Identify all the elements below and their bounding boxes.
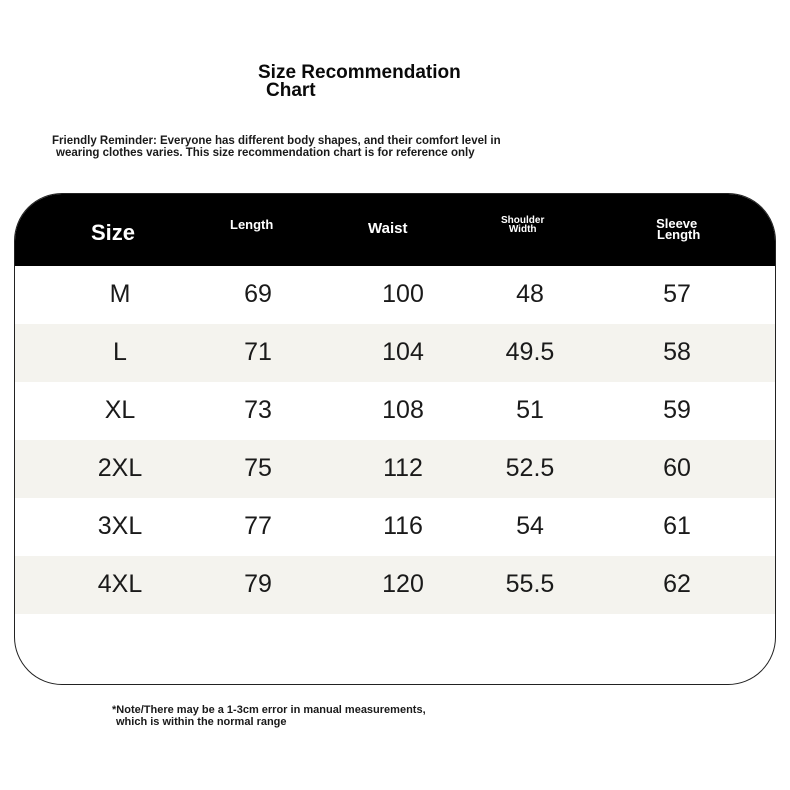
cell-shoulder: 55.5 <box>505 570 555 598</box>
cell-sleeve: 61 <box>663 512 691 540</box>
table-row <box>15 266 775 324</box>
cell-sleeve: 57 <box>663 280 691 308</box>
cell-shoulder: 54 <box>516 512 544 540</box>
cell-sleeve: 60 <box>663 454 691 482</box>
table-row <box>15 498 775 556</box>
cell-sleeve: 62 <box>663 570 691 598</box>
cell-size: M <box>109 280 131 308</box>
cell-size: XL <box>104 396 136 424</box>
note-line-2: which is within the normal range <box>116 716 287 728</box>
cell-waist: 104 <box>382 338 424 366</box>
cell-sleeve: 58 <box>663 338 691 366</box>
header-shoulder-width: Shoulder Width <box>501 215 545 235</box>
cell-length: 71 <box>244 338 272 366</box>
page-title <box>258 64 538 100</box>
cell-shoulder: 52.5 <box>505 454 555 482</box>
table-body <box>15 266 775 614</box>
title-line-2: Chart <box>266 80 316 101</box>
cell-size: 3XL <box>97 512 143 540</box>
table-row <box>15 382 775 440</box>
friendly-reminder <box>52 135 672 159</box>
cell-waist: 120 <box>382 570 424 598</box>
cell-size: L <box>113 338 127 366</box>
cell-waist: 116 <box>383 512 423 540</box>
note-line-1: *Note/There may be a 1-3cm error in manual measurements, <box>112 704 426 716</box>
title-line-1: Size Recommendation <box>258 62 461 83</box>
cell-shoulder: 51 <box>516 396 544 424</box>
cell-length: 77 <box>244 512 272 540</box>
cell-waist: 100 <box>382 280 424 308</box>
header-length: Length <box>230 217 274 232</box>
table-row <box>15 440 775 498</box>
header-waist: Waist <box>368 220 408 237</box>
header-sleeve-length: Sleeve Length <box>656 216 701 242</box>
size-table <box>14 193 776 685</box>
cell-waist: 108 <box>382 396 424 424</box>
cell-waist: 112 <box>383 454 423 482</box>
cell-length: 73 <box>244 396 272 424</box>
cell-size: 4XL <box>97 570 143 598</box>
table-header <box>15 194 775 266</box>
cell-shoulder: 49.5 <box>505 338 555 366</box>
reminder-line-1: Friendly Reminder: Everyone has different body shapes, and their comfort level in <box>52 135 501 147</box>
cell-length: 79 <box>244 570 272 598</box>
cell-shoulder: 48 <box>516 280 544 308</box>
cell-length: 75 <box>244 454 272 482</box>
table-row <box>15 324 775 382</box>
table-row <box>15 556 775 614</box>
cell-length: 69 <box>244 280 272 308</box>
reminder-line-2: wearing clothes varies. This size recommendation chart is for reference only <box>56 147 475 159</box>
header-size: Size <box>91 220 136 245</box>
measurement-note <box>112 704 612 728</box>
cell-size: 2XL <box>97 454 143 482</box>
cell-sleeve: 59 <box>663 396 691 424</box>
